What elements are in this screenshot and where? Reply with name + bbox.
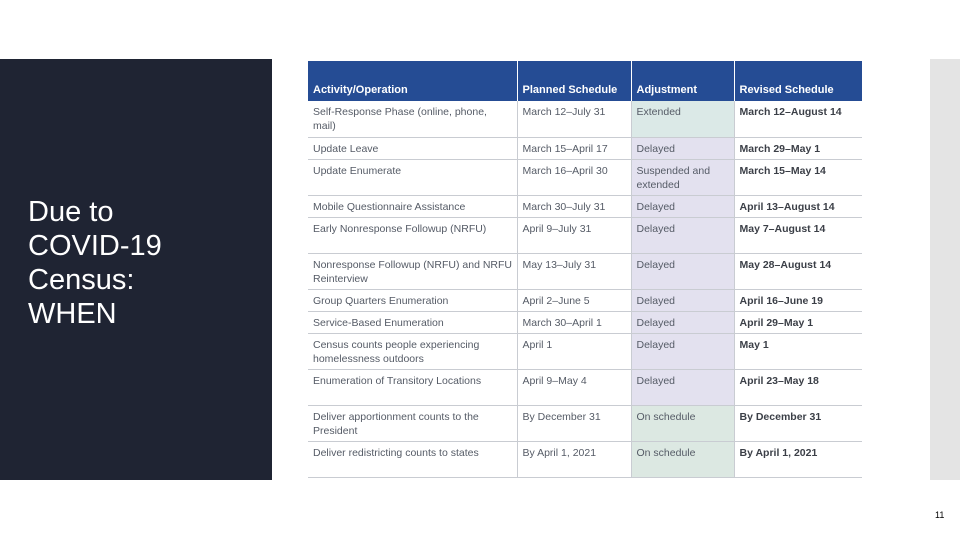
planned-cell: March 30–April 1	[517, 312, 631, 334]
planned-cell: April 9–May 4	[517, 370, 631, 406]
revised-cell: April 16–June 19	[734, 290, 862, 312]
table-header-row	[308, 61, 862, 101]
activity-cell: Census counts people experiencing homelessness outdoors	[308, 334, 517, 370]
title-line: Census:	[28, 264, 135, 296]
activity-cell: Update Leave	[308, 138, 517, 160]
revised-cell: March 12–August 14	[734, 101, 862, 138]
activity-cell: Self-Response Phase (online, phone, mail)	[308, 101, 517, 138]
table-row	[308, 218, 862, 254]
planned-cell: April 9–July 31	[517, 218, 631, 254]
adjustment-cell: Delayed	[631, 370, 734, 406]
table-row	[308, 101, 862, 138]
right-accent-strip	[930, 59, 960, 480]
table-row	[308, 196, 862, 218]
table-row	[308, 370, 862, 406]
adjustment-cell: Delayed	[631, 290, 734, 312]
adjustment-cell: Delayed	[631, 334, 734, 370]
table-row	[308, 138, 862, 160]
table-row	[308, 442, 862, 478]
revised-cell: By December 31	[734, 406, 862, 442]
adjustment-cell: Suspended and extended	[631, 160, 734, 196]
planned-cell: March 30–July 31	[517, 196, 631, 218]
table-row	[308, 254, 862, 290]
adjustment-cell: Extended	[631, 101, 734, 138]
activity-cell: Enumeration of Transitory Locations	[308, 370, 517, 406]
revised-cell: April 13–August 14	[734, 196, 862, 218]
table-row	[308, 334, 862, 370]
revised-cell: May 7–August 14	[734, 218, 862, 254]
activity-cell: Group Quarters Enumeration	[308, 290, 517, 312]
adjustment-cell: On schedule	[631, 442, 734, 478]
header-adjustment: Adjustment	[631, 61, 734, 101]
title-line: WHEN	[28, 298, 117, 330]
census-schedule-table	[308, 61, 862, 478]
adjustment-cell: Delayed	[631, 254, 734, 290]
adjustment-cell: Delayed	[631, 312, 734, 334]
planned-cell: May 13–July 31	[517, 254, 631, 290]
activity-cell: Early Nonresponse Followup (NRFU)	[308, 218, 517, 254]
header-revised-schedule: Revised Schedule	[734, 61, 862, 101]
table-row	[308, 406, 862, 442]
revised-cell: April 29–May 1	[734, 312, 862, 334]
table-row	[308, 160, 862, 196]
adjustment-cell: On schedule	[631, 406, 734, 442]
table-row	[308, 290, 862, 312]
revised-cell: May 28–August 14	[734, 254, 862, 290]
adjustment-cell: Delayed	[631, 138, 734, 160]
title-line: Due to	[28, 196, 114, 228]
header-planned-schedule: Planned Schedule	[517, 61, 631, 101]
revised-cell: May 1	[734, 334, 862, 370]
activity-cell: Service-Based Enumeration	[308, 312, 517, 334]
table-row	[308, 312, 862, 334]
revised-cell: March 15–May 14	[734, 160, 862, 196]
planned-cell: April 2–June 5	[517, 290, 631, 312]
planned-cell: April 1	[517, 334, 631, 370]
planned-cell: March 16–April 30	[517, 160, 631, 196]
header-activity: Activity/Operation	[308, 61, 517, 101]
activity-cell: Deliver apportionment counts to the President	[308, 406, 517, 442]
revised-cell: April 23–May 18	[734, 370, 862, 406]
revised-cell: March 29–May 1	[734, 138, 862, 160]
planned-cell: March 12–July 31	[517, 101, 631, 138]
slide-title	[28, 195, 258, 331]
planned-cell: By December 31	[517, 406, 631, 442]
activity-cell: Update Enumerate	[308, 160, 517, 196]
planned-cell: By April 1, 2021	[517, 442, 631, 478]
adjustment-cell: Delayed	[631, 196, 734, 218]
title-line: COVID-19	[28, 230, 162, 262]
schedule-table-container	[308, 61, 862, 478]
revised-cell: By April 1, 2021	[734, 442, 862, 478]
planned-cell: March 15–April 17	[517, 138, 631, 160]
activity-cell: Mobile Questionnaire Assistance	[308, 196, 517, 218]
activity-cell: Nonresponse Followup (NRFU) and NRFU Reinterview	[308, 254, 517, 290]
activity-cell: Deliver redistricting counts to states	[308, 442, 517, 478]
adjustment-cell: Delayed	[631, 218, 734, 254]
page-number: 11	[935, 510, 945, 520]
